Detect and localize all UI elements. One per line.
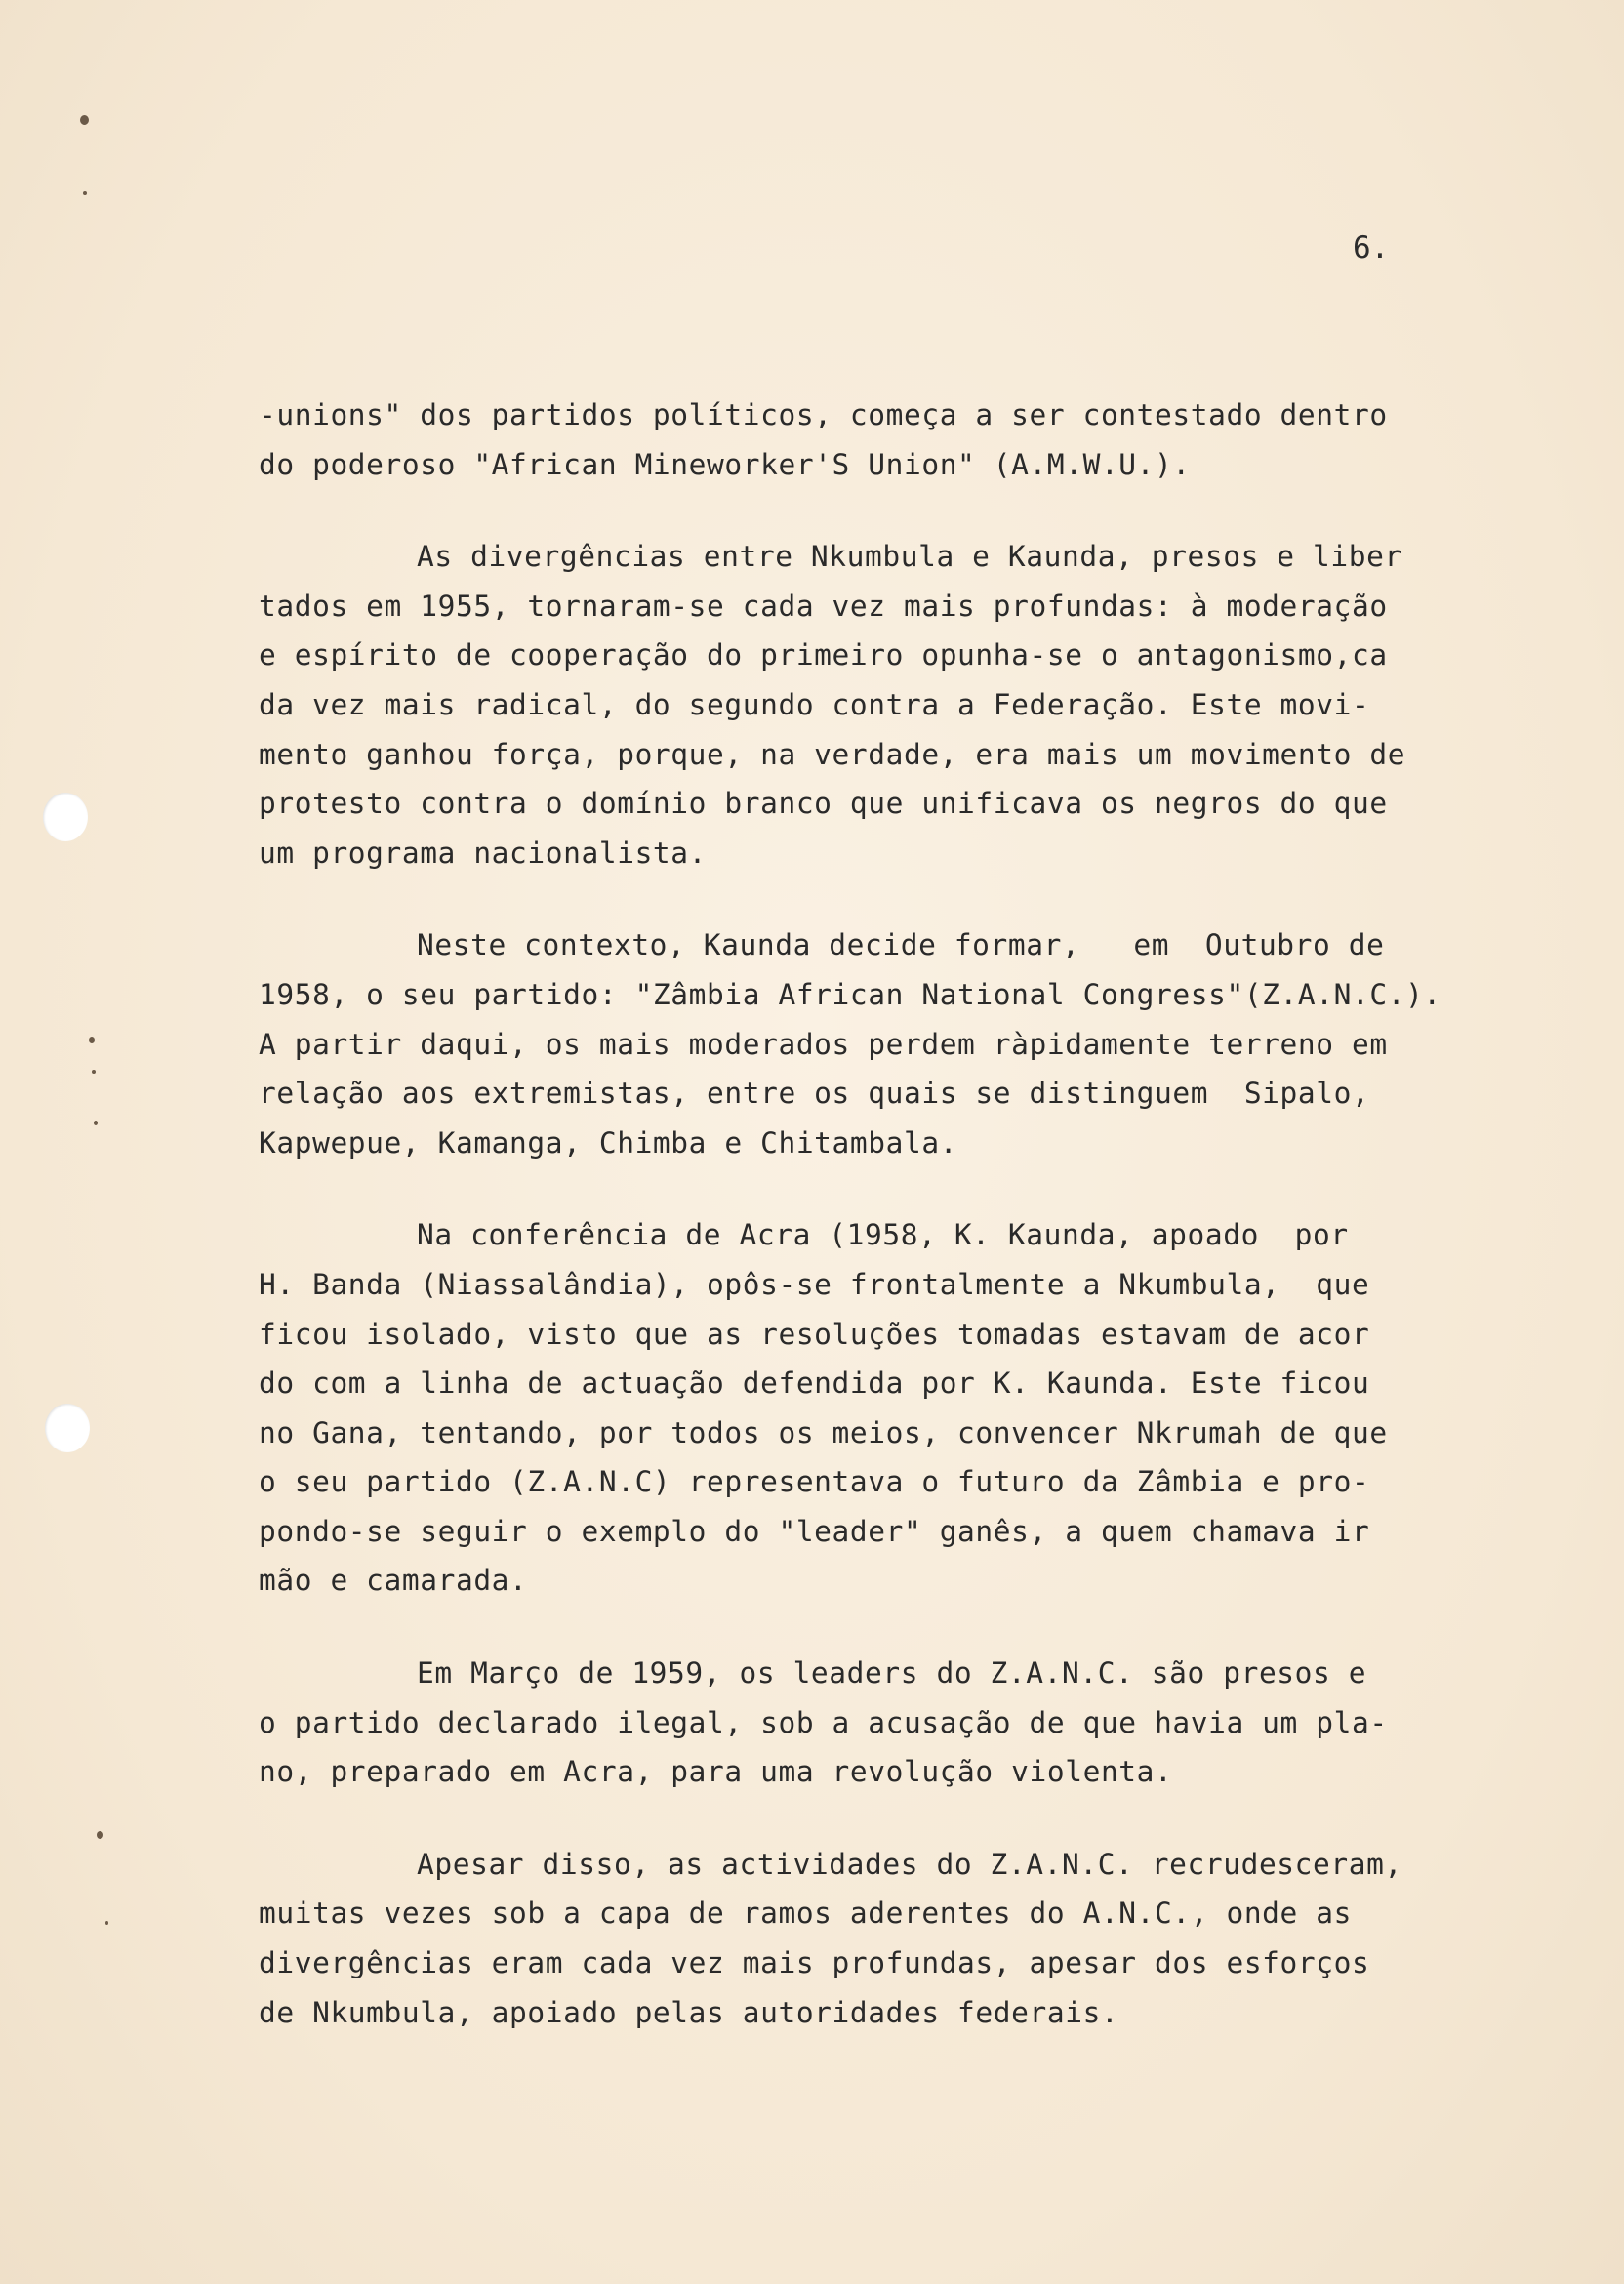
text-line: tados em 1955, tornaram-se cada vez mais profundas: à moderação	[259, 589, 1388, 623]
text-line: mão e camarada.	[259, 1564, 528, 1598]
text-line: do poderoso "African Mineworker'S Union" (A.M.W.U.).	[259, 447, 1191, 481]
text-line: pondo-se seguir o exemplo do "leader" ganês, a quem chamava ir	[259, 1514, 1370, 1548]
text-line: o seu partido (Z.A.N.C) representava o futuro da Zâmbia e pro-	[259, 1465, 1370, 1499]
text-line: protesto contra o domínio branco que unificava os negros do que	[259, 787, 1388, 821]
punch-hole-lower	[45, 1404, 90, 1452]
paragraph	[259, 532, 1479, 877]
margin-speck	[92, 1070, 96, 1074]
text-line: Na conferência de Acra (1958, K. Kaunda, apoado por	[417, 1218, 1349, 1252]
text-line: H. Banda (Niassalândia), opôs-se frontalmente a Nkumbula, que	[259, 1267, 1370, 1301]
text-line: Apesar disso, as actividades do Z.A.N.C. recrudesceram,	[417, 1847, 1402, 1881]
punch-hole-upper	[43, 793, 88, 841]
text-line: de Nkumbula, apoiado pelas autoridades federais.	[259, 1995, 1119, 2029]
margin-speck	[89, 1037, 95, 1043]
margin-speck	[105, 1921, 108, 1925]
margin-speck	[80, 115, 89, 125]
paragraph	[259, 1649, 1479, 1797]
page-number: 6.	[1353, 230, 1390, 265]
text-line: muitas vezes sob a capa de ramos aderentes do A.N.C., onde as	[259, 1897, 1352, 1931]
text-line: mento ganhou força, porque, na verdade, era mais um movimento de	[259, 737, 1406, 771]
text-line: divergências eram cada vez mais profundas, apesar dos esforços	[259, 1946, 1370, 1980]
margin-speck	[83, 191, 87, 195]
body-text	[259, 390, 1479, 2080]
paragraph	[259, 1210, 1479, 1606]
text-line: -unions" dos partidos políticos, começa a ser contestado dentro	[259, 398, 1388, 431]
text-line: e espírito de cooperação do primeiro opunha-se o antagonismo,ca	[259, 638, 1388, 673]
text-line: da vez mais radical, do segundo contra a Federação. Este movi-	[259, 687, 1370, 721]
text-line: Kapwepue, Kamanga, Chimba e Chitambala.	[259, 1125, 958, 1160]
text-line: 1958, o seu partido: "Zâmbia African National Congress"(Z.A.N.C.).	[259, 977, 1441, 1011]
text-line: ficou isolado, visto que as resoluções tomadas estavam de acor	[259, 1317, 1370, 1351]
text-line: no Gana, tentando, por todos os meios, convencer Nkrumah de que	[259, 1415, 1388, 1449]
text-line: no, preparado em Acra, para uma revolução violenta.	[259, 1755, 1173, 1789]
text-line: do com a linha de actuação defendida por K. Kaunda. Este ficou	[259, 1366, 1370, 1401]
paragraph	[259, 1840, 1479, 2037]
text-line: A partir daqui, os mais moderados perdem ràpidamente terreno em	[259, 1027, 1388, 1061]
margin-speck	[97, 1831, 103, 1839]
text-line: um programa nacionalista.	[259, 836, 708, 870]
paragraph	[259, 920, 1479, 1167]
text-line: Neste contexto, Kaunda decide formar, em Outubro de	[417, 928, 1385, 962]
text-line: Em Março de 1959, os leaders do Z.A.N.C. são presos e	[417, 1656, 1367, 1691]
text-line: relação aos extremistas, entre os quais se distinguem Sipalo,	[259, 1077, 1370, 1111]
text-line: o partido declarado ilegal, sob a acusação de que havia um pla-	[259, 1705, 1388, 1739]
margin-speck	[94, 1121, 98, 1125]
text-line: As divergências entre Nkumbula e Kaunda, presos e liber	[417, 540, 1402, 574]
paragraph	[259, 390, 1479, 489]
